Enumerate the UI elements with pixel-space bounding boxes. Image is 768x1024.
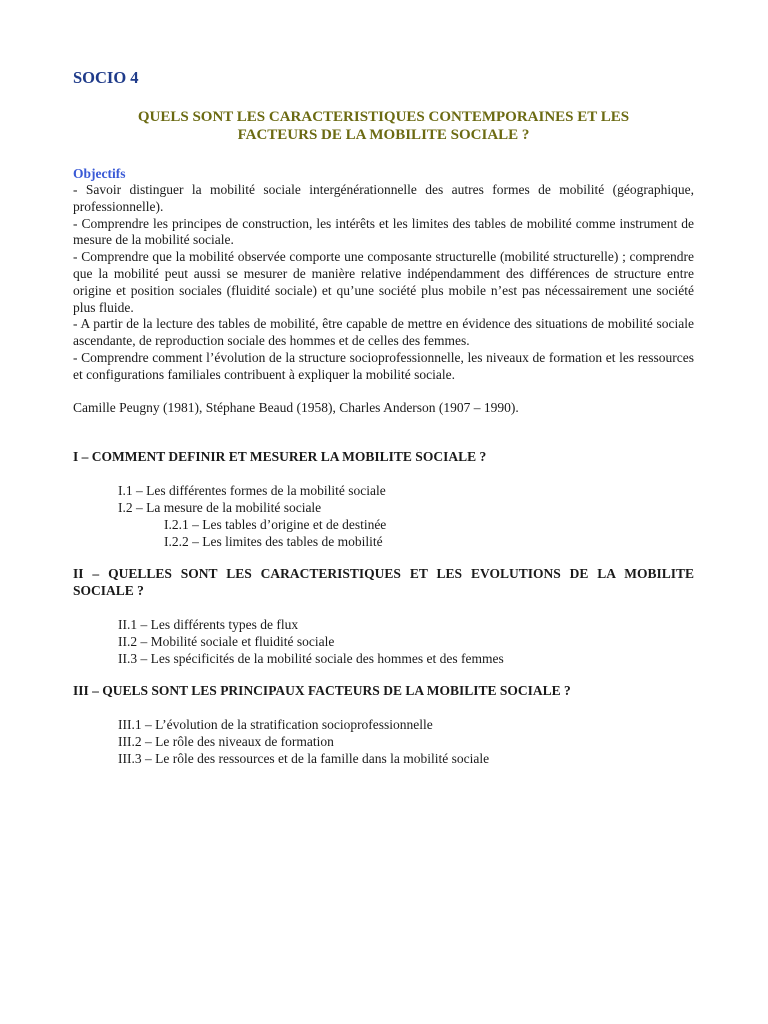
objective-item: - Comprendre les principes de construction, les intérêts et les limites des tables de mobilité comme instrument de mesure de la mobilité sociale.	[73, 215, 694, 248]
outline-item: II.2 – Mobilité sociale et fluidité sociale	[118, 633, 335, 649]
document-title-line-1: QUELS SONT LES CARACTERISTIQUES CONTEMPORAINES ET LES	[137, 109, 630, 125]
objective-item: - Comprendre que la mobilité observée comporte une composante structurelle (mobilité structurelle) ; comprendre que la mobilité peut aussi se mesurer de manière relative indépendamment des différences de structure entre origine et position sociales (fluidité sociale) et qu’une société plus mobile n’est pas nécessairement une société plus fluide.	[73, 249, 694, 315]
outline-subitem: I.2.1 – Les tables d’origine et de destinée	[164, 516, 387, 532]
document-code: SOCIO 4	[73, 68, 139, 87]
section-3-outline	[73, 717, 694, 767]
objectives-heading: Objectifs	[73, 166, 126, 181]
outline-subitem: I.2.2 – Les limites des tables de mobilité	[164, 533, 383, 549]
objectives-block	[73, 166, 694, 384]
section-2-outline	[73, 617, 694, 667]
outline-item: II.3 – Les spécificités de la mobilité sociale des hommes et des femmes	[118, 650, 504, 666]
section-heading-2: II – QUELLES SONT LES CARACTERISTIQUES ET LES EVOLUTIONS DE LA MOBILITE SOCIALE ?	[73, 566, 694, 599]
outline-item: I.1 – Les différentes formes de la mobilité sociale	[118, 483, 386, 499]
authors-reference: Camille Peugny (1981), Stéphane Beaud (1958), Charles Anderson (1907 – 1990).	[73, 399, 519, 415]
objective-item: - Comprendre comment l’évolution de la structure socioprofessionnelle, les niveaux de formation et les ressources et configurations familiales contribuent à expliquer la mobilité sociale.	[73, 349, 694, 382]
document-title-line-2: FACTEURS DE LA MOBILITE SOCIALE ?	[237, 127, 530, 143]
outline-item: II.1 – Les différents types de flux	[118, 616, 299, 632]
section-heading-1: I – COMMENT DEFINIR ET MESURER LA MOBILITE SOCIALE ?	[73, 449, 487, 465]
outline-item: III.2 – Le rôle des niveaux de formation	[118, 733, 334, 749]
document-title	[73, 108, 694, 144]
outline-item: III.3 – Le rôle des ressources et de la famille dans la mobilité sociale	[118, 750, 490, 766]
objective-item: - A partir de la lecture des tables de mobilité, être capable de mettre en évidence des situations de mobilité sociale ascendante, de reproduction sociale des hommes et de celles des femmes.	[73, 316, 694, 349]
outline-item: I.2 – La mesure de la mobilité sociale	[118, 499, 322, 515]
document-page	[73, 68, 694, 768]
objective-item: - Savoir distinguer la mobilité sociale intergénérationnelle des autres formes de mobilité (géographique, professionnelle).	[73, 182, 694, 214]
outline-item: III.1 – L’évolution de la stratification socioprofessionnelle	[118, 717, 433, 733]
section-1-outline	[73, 483, 694, 550]
section-heading-3: III – QUELS SONT LES PRINCIPAUX FACTEURS DE LA MOBILITE SOCIALE ?	[73, 683, 571, 699]
